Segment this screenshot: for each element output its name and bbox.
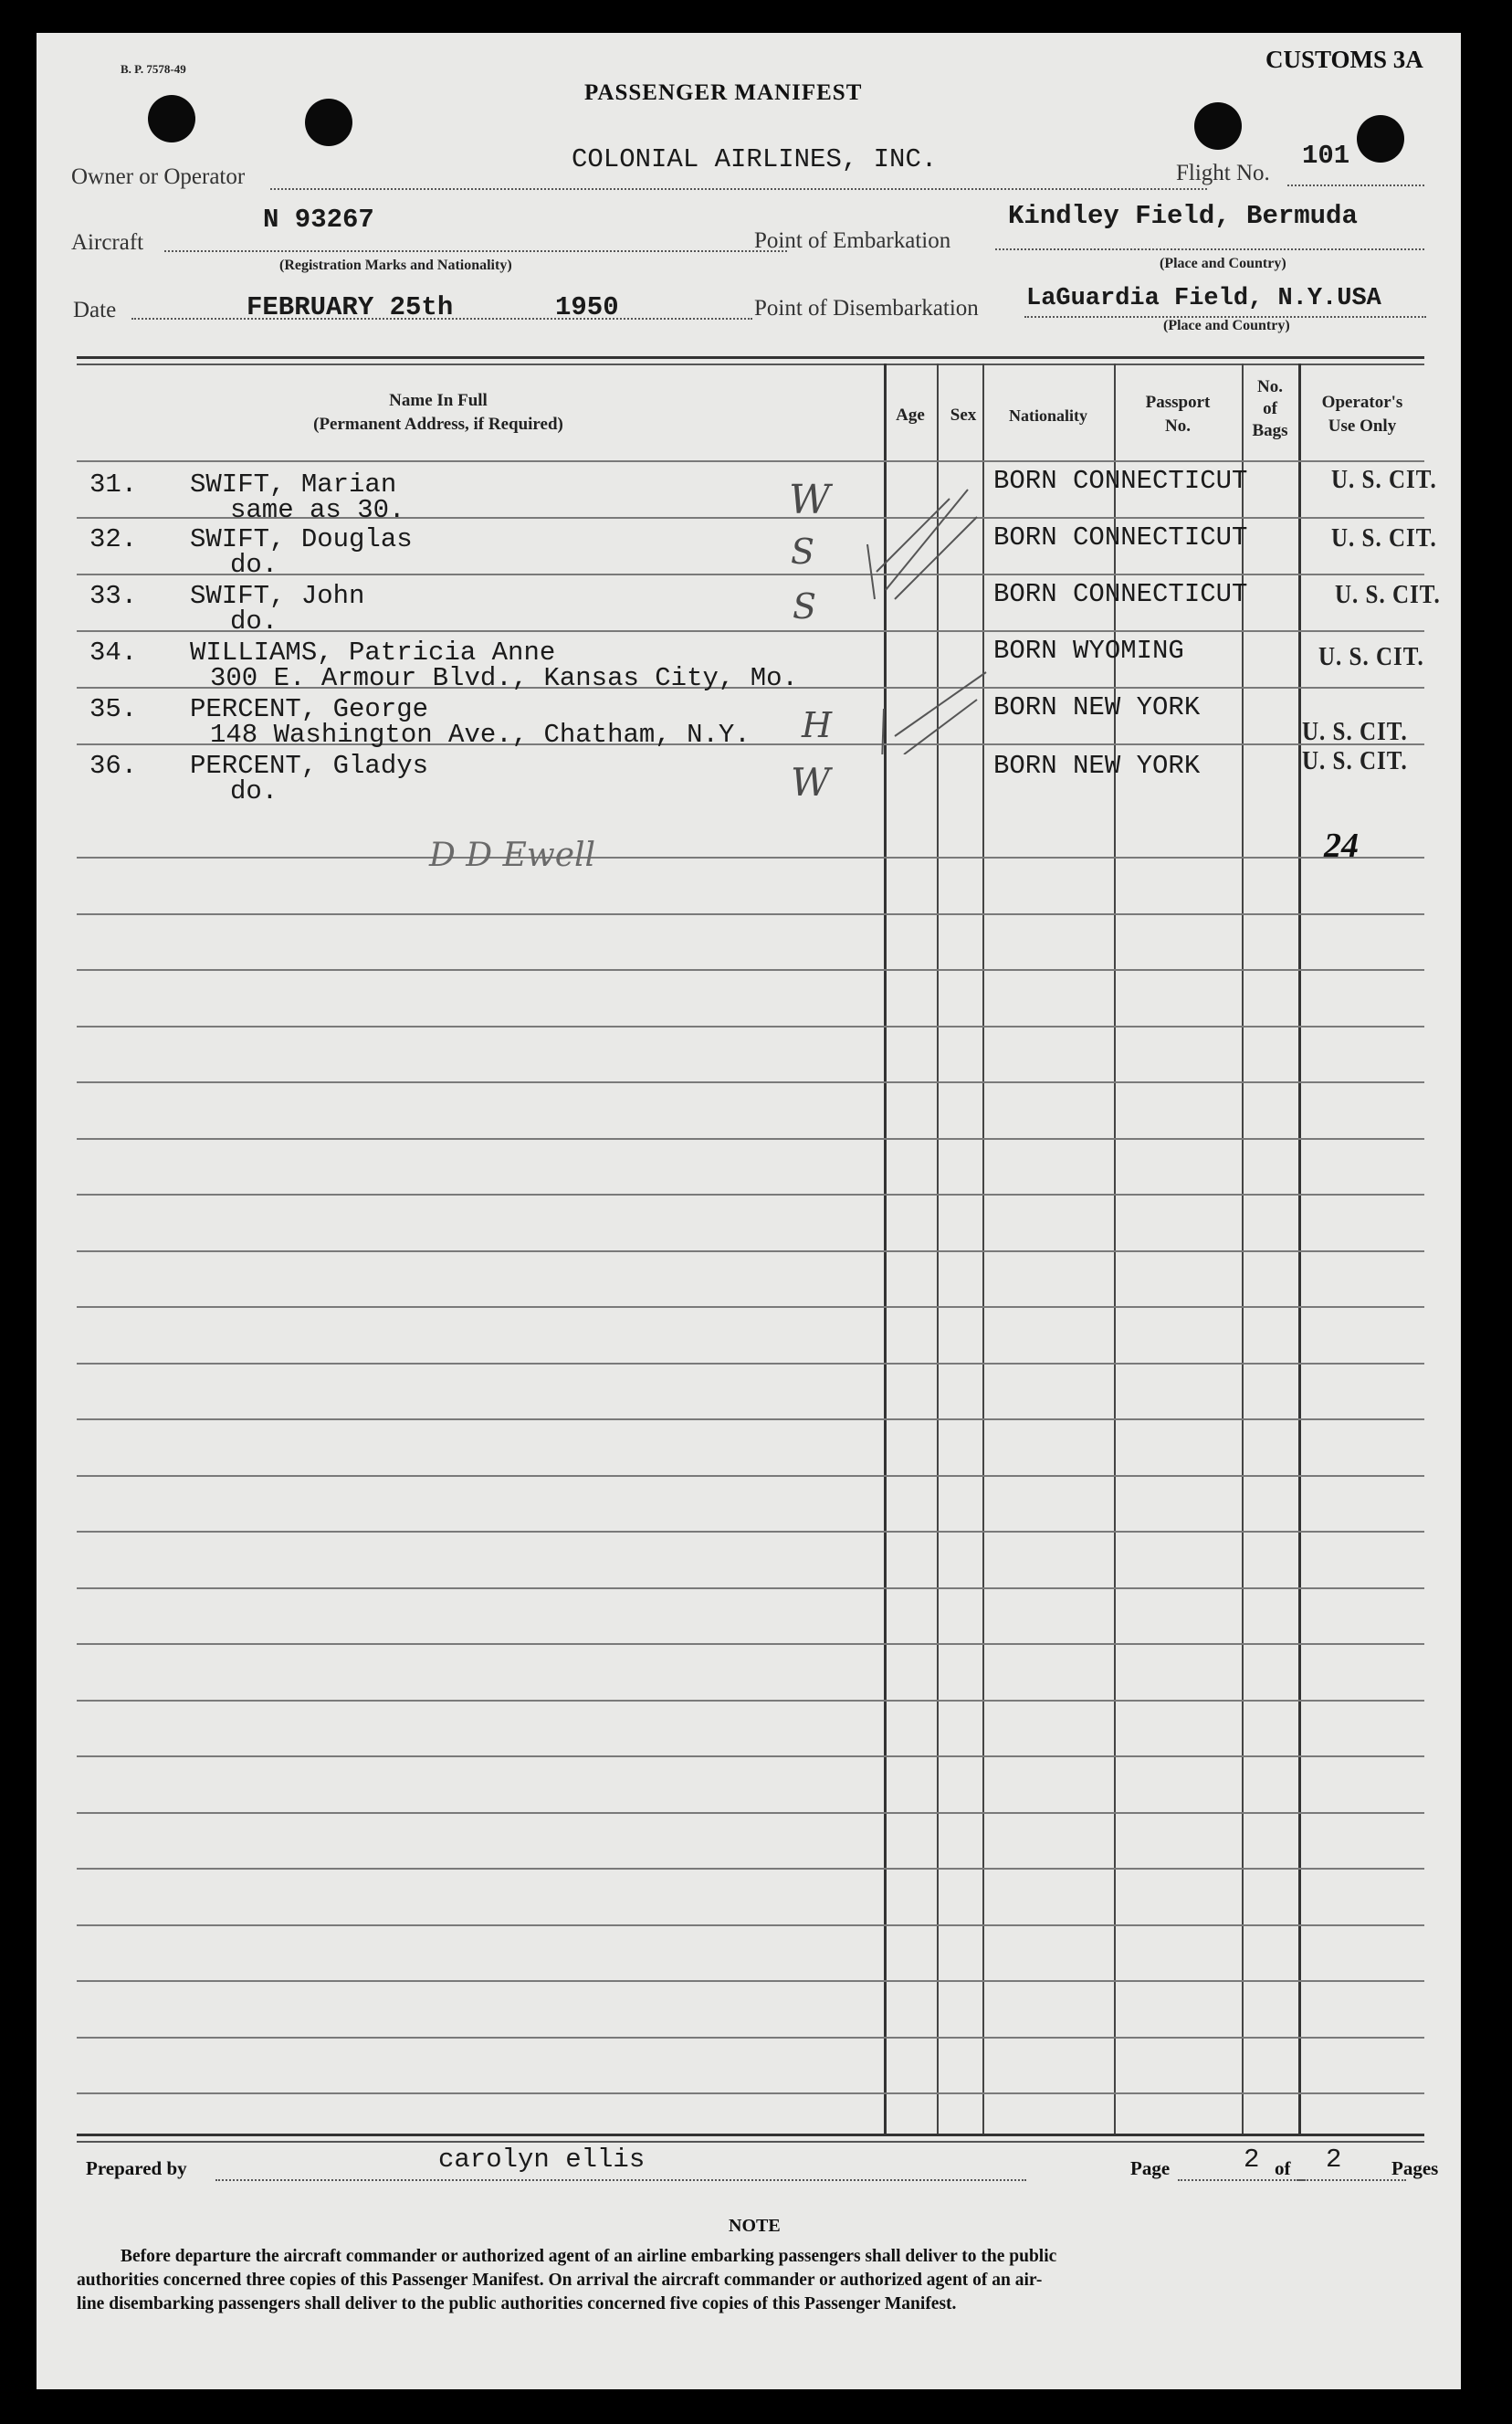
owner-value: COLONIAL AIRLINES, INC. (572, 144, 938, 174)
row-name: WILLIAMS, Patricia Anne (190, 638, 556, 668)
prepared-by-value: carolyn ellis (438, 2145, 646, 2175)
operator-total: 24 (1324, 827, 1359, 865)
owner-dotted-line (270, 188, 1207, 190)
table-bottom-rule (77, 2134, 1424, 2136)
date-value-year: 1950 (555, 292, 619, 322)
row-operator-stamp: U. S. CIT. (1331, 465, 1437, 494)
col-header-name-line1: Name In Full (389, 391, 488, 410)
row-handwritten-mark: H (802, 705, 833, 745)
row-number: 36. (89, 751, 138, 781)
note-line-2: authorities concerned three copies of this Passenger Manifest. On arrival the aircraft commander or authorized agent of an air- (77, 2271, 1043, 2290)
col-header-operator-line2: Use Only (1328, 416, 1397, 436)
table-rule-line (77, 1868, 1424, 1870)
table-rule-line (77, 1306, 1424, 1308)
disembarkation-label: Point of Disembarkation (754, 296, 979, 321)
pages-value: 2 (1326, 2145, 1342, 2175)
col-header-name (219, 389, 657, 437)
date-label: Date (73, 298, 117, 322)
pages-dotted-line (1297, 2179, 1406, 2181)
row-name: PERCENT, George (190, 694, 429, 724)
col-divider-bags-operator (1298, 364, 1301, 2135)
table-rule-line (77, 1531, 1424, 1533)
row-nationality: BORN WYOMING (993, 636, 1184, 666)
row-name: SWIFT, John (190, 581, 365, 611)
pencil-mark (904, 700, 977, 754)
table-rule-line (77, 2037, 1424, 2039)
pencil-mark (877, 499, 950, 572)
row-nationality: BORN CONNECTICUT (993, 522, 1248, 553)
table-rule-line (77, 1587, 1424, 1589)
table-rule-line (77, 1924, 1424, 1926)
row-address: do. (230, 606, 278, 637)
row-address: same as 30. (230, 495, 405, 525)
col-header-passport-line1: Passport (1145, 393, 1211, 412)
table-rule-line (77, 460, 1424, 462)
table-rule-line (77, 1363, 1424, 1365)
pages-label: Pages (1391, 2157, 1439, 2179)
row-nationality: BORN CONNECTICUT (993, 579, 1248, 609)
flight-label: Flight No. (1176, 161, 1270, 185)
flight-value: 101 (1302, 141, 1350, 171)
embarkation-sublabel: (Place and Country) (1160, 256, 1286, 271)
row-handwritten-mark: S (791, 532, 815, 572)
row-handwritten-mark: W (791, 760, 831, 805)
col-header-bags-line2: of (1263, 399, 1277, 418)
flight-dotted-line (1287, 184, 1424, 186)
table-rule-line (77, 1418, 1424, 1420)
aircraft-value: N 93267 (263, 205, 374, 235)
row-name: PERCENT, Gladys (190, 751, 429, 781)
row-handwritten-mark: W (789, 477, 831, 523)
owner-label: Owner or Operator (71, 164, 246, 189)
row-number: 34. (89, 638, 138, 668)
embarkation-dotted-line (995, 248, 1424, 250)
date-value-month-day: FEBRUARY 25th (247, 292, 454, 322)
col-header-passport-line2: No. (1165, 416, 1191, 436)
col-header-bags-line1: No. (1257, 377, 1283, 396)
table-top-rule (77, 356, 1424, 359)
row-address: 148 Washington Ave., Chatham, N.Y. (210, 720, 751, 750)
pencil-mark (867, 544, 875, 599)
form-title: PASSENGER MANIFEST (584, 80, 863, 105)
disembarkation-value: LaGuardia Field, N.Y.USA (1026, 285, 1381, 312)
col-header-operator-line1: Operator's (1321, 393, 1403, 412)
col-divider-passport-bags (1242, 364, 1244, 2135)
table-rule-line (77, 1081, 1424, 1083)
row-address: do. (230, 776, 278, 806)
table-rule-line (77, 1643, 1424, 1645)
table-rule-line (77, 630, 1424, 632)
row-nationality: BORN CONNECTICUT (993, 466, 1248, 496)
col-header-nationality: Nationality (1008, 406, 1087, 425)
col-header-age: Age (896, 406, 925, 425)
disembarkation-sublabel: (Place and Country) (1163, 318, 1290, 333)
table-bottom-rule-2 (77, 2141, 1424, 2143)
aircraft-dotted-line (164, 250, 787, 252)
punch-hole-center-right (1194, 102, 1242, 150)
table-rule-line (77, 1475, 1424, 1477)
row-number: 32. (89, 524, 138, 554)
table-rule-line (77, 1138, 1424, 1140)
note-line-3: line disembarking passengers shall deliver to the public authorities concerned five copies of this Passenger Manifest. (77, 2294, 957, 2313)
row-operator-stamp: U. S. CIT. (1302, 746, 1408, 775)
col-header-bags (1242, 376, 1298, 442)
page-label: Page (1130, 2157, 1171, 2179)
table-rule-line (77, 1250, 1424, 1252)
form-number: B. P. 7578-49 (121, 62, 186, 76)
row-operator-stamp: U. S. CIT. (1302, 717, 1408, 746)
table-rule-line (77, 913, 1424, 915)
row-name: SWIFT, Douglas (190, 524, 413, 554)
row-operator-stamp: U. S. CIT. (1335, 580, 1441, 609)
of-label: of (1275, 2157, 1291, 2179)
manifest-page (37, 33, 1461, 2389)
table-rule-line (77, 574, 1424, 575)
row-operator-stamp: U. S. CIT. (1331, 523, 1437, 553)
embarkation-label: Point of Embarkation (754, 228, 951, 253)
table-rule-line (77, 857, 1424, 859)
punch-hole-left (148, 95, 195, 142)
page-value: 2 (1244, 2145, 1260, 2175)
col-header-name-line2: (Permanent Address, if Required) (313, 415, 563, 434)
form-code: CUSTOMS 3A (1265, 46, 1423, 73)
col-header-bags-line3: Bags (1252, 421, 1288, 440)
age-sex-pencil-marks (840, 462, 1023, 754)
aircraft-label: Aircraft (71, 230, 144, 255)
row-name: SWIFT, Marian (190, 469, 397, 500)
aircraft-sublabel: (Registration Marks and Nationality) (279, 258, 512, 273)
col-header-passport (1114, 391, 1242, 438)
row-nationality: BORN NEW YORK (993, 692, 1201, 722)
row-number: 35. (89, 694, 138, 724)
row-number: 31. (89, 469, 138, 500)
note-title: NOTE (729, 2216, 781, 2236)
table-rule-line (77, 1812, 1424, 1814)
punch-hole-center-left (305, 99, 352, 146)
table-top-rule-2 (77, 364, 1424, 365)
table-rule-line (77, 969, 1424, 971)
row-address: do. (230, 550, 278, 580)
row-nationality: BORN NEW YORK (993, 751, 1201, 781)
pencil-mark (886, 490, 968, 590)
row-operator-stamp: U. S. CIT. (1318, 642, 1424, 671)
table-rule-line (77, 1026, 1424, 1028)
table-rule-line (77, 1755, 1424, 1757)
prepared-by-dotted-line (215, 2179, 1026, 2181)
col-divider-nationality-passport (1114, 364, 1116, 2135)
handwritten-initials: D D Ewell (429, 837, 596, 874)
table-rule-line (77, 2092, 1424, 2094)
table-rule-line (77, 1194, 1424, 1196)
prepared-by-label: Prepared by (86, 2157, 187, 2179)
col-header-sex: Sex (950, 406, 977, 425)
table-rule-line (77, 1700, 1424, 1702)
row-address: 300 E. Armour Blvd., Kansas City, Mo. (210, 663, 798, 693)
row-handwritten-mark: S (793, 586, 817, 627)
pencil-mark (882, 709, 884, 754)
embarkation-value: Kindley Field, Bermuda (1008, 201, 1358, 231)
punch-hole-right (1357, 115, 1404, 163)
note-line-1: Before departure the aircraft commander or authorized agent of an airline embarking passengers shall deliver to the public (121, 2247, 1057, 2266)
row-number: 33. (89, 581, 138, 611)
table-rule-line (77, 1980, 1424, 1982)
col-header-operator (1298, 391, 1426, 438)
